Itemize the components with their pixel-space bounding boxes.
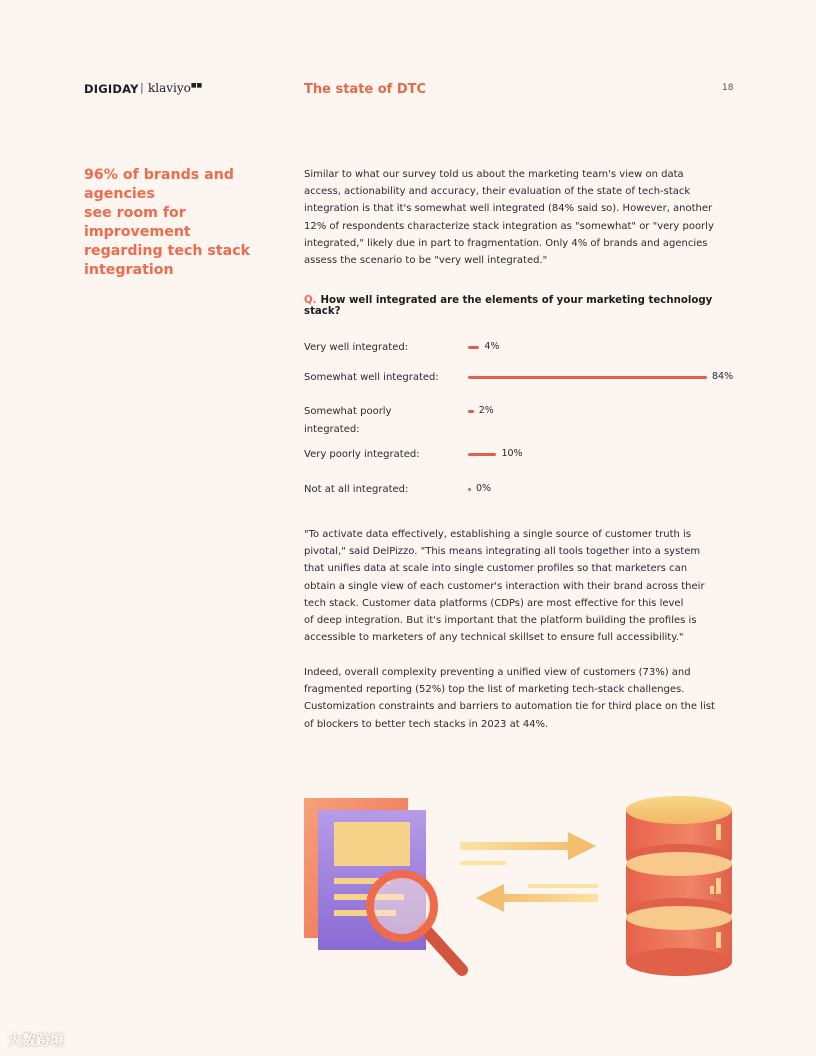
chart-category-label-line: Very poorly integrated:	[304, 449, 420, 460]
paragraph-line: access, actionability and accuracy, their evaluation of the state of tech-stack	[304, 186, 691, 198]
database-icon	[626, 796, 732, 976]
klaviyo-logo-text: klaviyo	[148, 81, 191, 95]
logo-separator: |	[140, 81, 144, 94]
paragraph-line: assess the scenario to be "very well integrated."	[304, 255, 548, 267]
chart-category-label-line: Somewhat well integrated:	[304, 372, 439, 383]
chart-bar	[468, 453, 496, 456]
paragraph-line: that unifies data at scale into single customer profiles so that marketers can	[304, 563, 688, 575]
headline	[84, 166, 296, 280]
paragraph-line: integration is that it's somewhat well integrated (84% said so). However, another	[304, 203, 713, 215]
chart-value-label: 84%	[712, 371, 734, 382]
paragraph-line: 12% of respondents characterize stack integration as "somewhat" or "very poorly	[304, 220, 714, 232]
chart-category-label-line: Not at all integrated:	[304, 484, 409, 495]
chart-category-label-line: Somewhat poorly	[304, 406, 392, 417]
headline-line: integration	[84, 262, 174, 278]
data-integration-illustration	[296, 790, 746, 990]
digiday-logo: DIGIDAY	[84, 82, 139, 96]
paragraph-line: "To activate data effectively, establishing a single source of customer truth is	[304, 529, 692, 540]
paragraph-line: of deep integration. But it's important that the platform building the profiles is	[304, 615, 697, 627]
chart-category-label	[304, 446, 454, 464]
chart-value-label: 10%	[501, 448, 523, 459]
page-number: 18	[722, 83, 734, 93]
chart-category-label	[304, 369, 454, 387]
question-text: How well integrated are the elements of your marketing technology stack?	[304, 295, 713, 317]
intro-paragraph	[304, 166, 734, 269]
paragraph-line: integrated," likely due in part to fragmentation. Only 4% of brands and agencies	[304, 237, 708, 249]
headline-line: 96% of brands and agencies	[84, 167, 234, 202]
paragraph-line: accessible to marketers of any technical skillset to ensure full accessibility."	[304, 632, 684, 644]
question-prefix: Q.	[304, 295, 317, 306]
quote-paragraph	[304, 526, 734, 646]
chart-category-label	[304, 481, 454, 499]
paragraph-line: fragmented reporting (52%) top the list of marketing tech-stack challenges.	[304, 684, 685, 696]
headline-line: regarding tech stack	[84, 243, 251, 259]
klaviyo-logo	[148, 81, 202, 95]
chart-bar	[468, 410, 474, 413]
paragraph-line: of blockers to better tech stacks in 2023 at 44%.	[304, 718, 549, 730]
paragraph-line: Similar to what our survey told us about the marketing team's view on data	[304, 169, 684, 180]
chart-category-label-line: integrated:	[304, 423, 360, 435]
section-title: The state of DTC	[304, 82, 427, 97]
klaviyo-logo-mark: ■■	[190, 82, 203, 89]
watermark: 大数跨境	[8, 1033, 64, 1049]
chart-value-label: 4%	[484, 341, 500, 352]
paragraph-line: Indeed, overall complexity preventing a unified view of customers (73%) and	[304, 667, 691, 678]
chart-category-label	[304, 403, 454, 438]
paragraph-line: tech stack. Customer data platforms (CDPs) are most effective for this level	[304, 597, 684, 609]
magnifying-glass-icon	[370, 874, 462, 970]
closing-paragraph	[304, 664, 734, 733]
chart-category-label-line: Very well integrated:	[304, 342, 409, 353]
paragraph-line: Customization constraints and barriers to automation tie for third place on the list	[304, 701, 715, 713]
paragraph-line: pivotal," said DelPizzo. "This means integrating all tools together into a system	[304, 546, 701, 558]
chart-bar	[468, 346, 479, 349]
chart-bar	[468, 376, 707, 379]
headline-line: see room for improvement	[84, 205, 191, 240]
paragraph-line: obtain a single view of each customer's interaction with their brand across their	[304, 580, 705, 592]
survey-question	[304, 295, 744, 317]
chart-category-label	[304, 339, 454, 357]
chart-bar	[468, 488, 471, 491]
transfer-arrows-icon	[460, 832, 598, 912]
chart-value-label: 0%	[476, 483, 492, 494]
chart-value-label: 2%	[478, 405, 494, 416]
